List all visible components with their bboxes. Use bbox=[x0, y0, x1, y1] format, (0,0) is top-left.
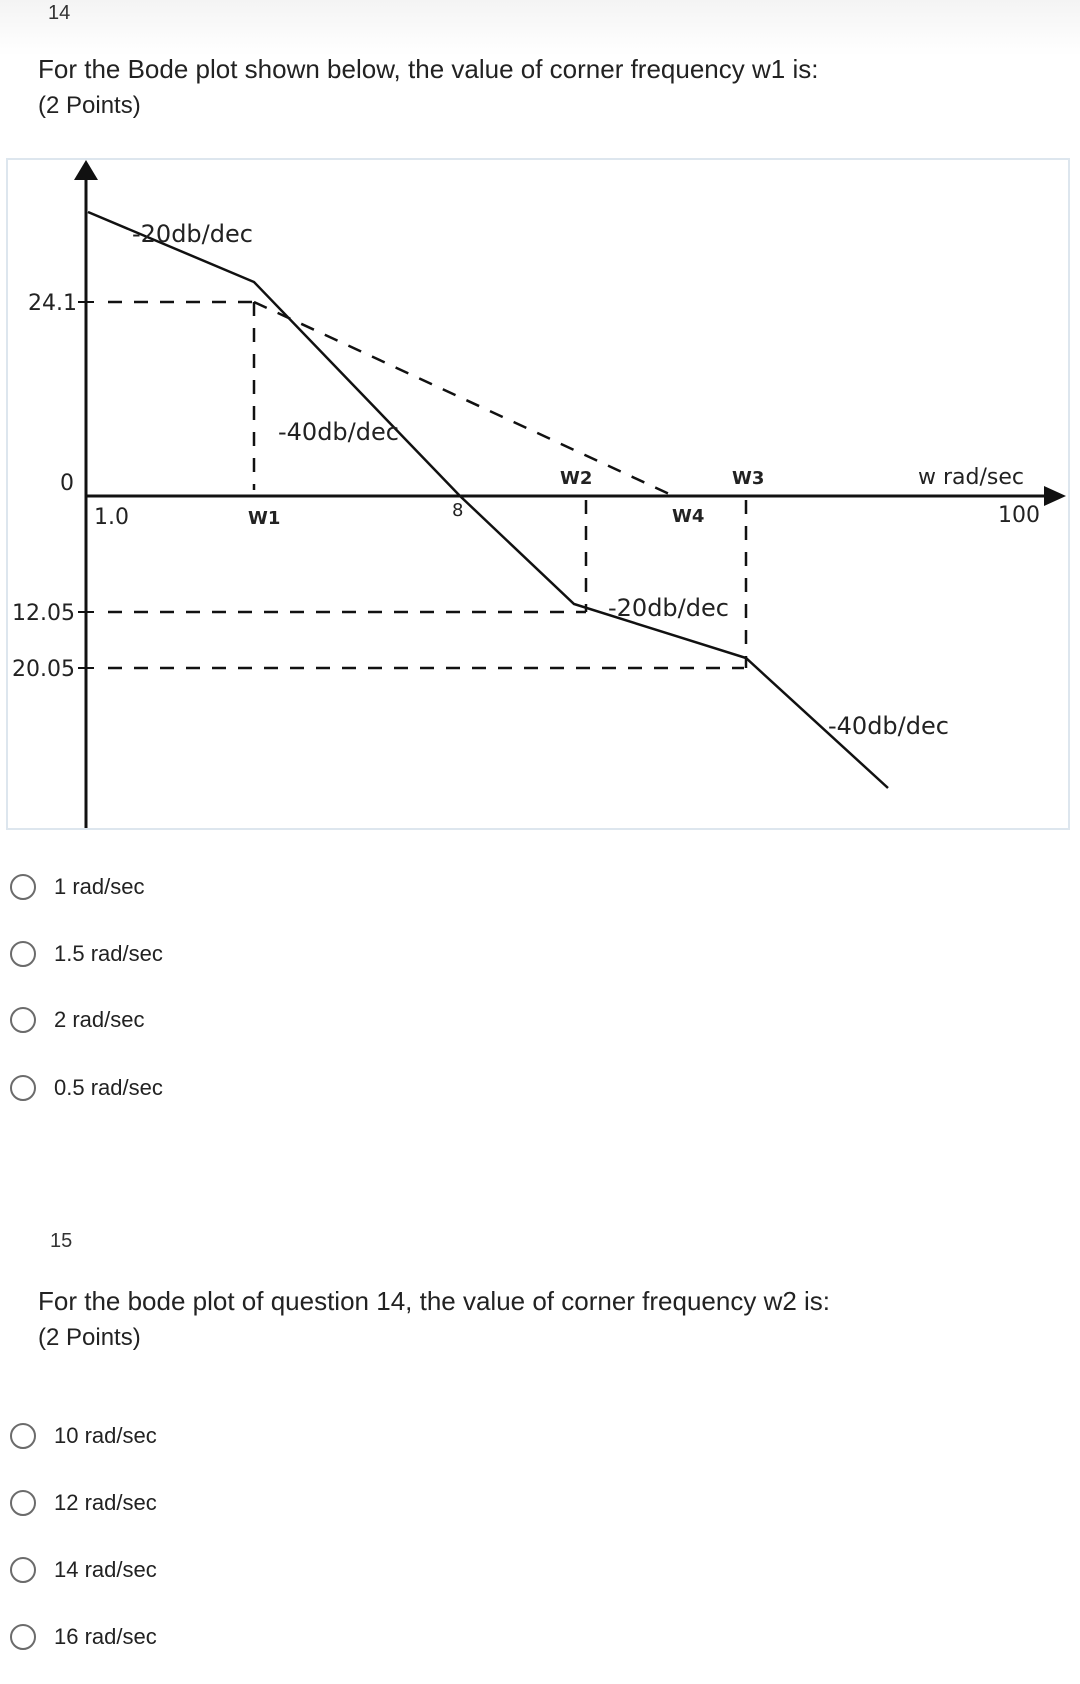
y-tick-label-20: 20.05 bbox=[12, 657, 75, 682]
slope-label-4: -40db/dec bbox=[828, 712, 949, 740]
q15-option-4[interactable] bbox=[10, 1620, 157, 1654]
question-points: (2 Points) bbox=[38, 92, 141, 119]
q14-option-3[interactable] bbox=[10, 1003, 145, 1037]
radio-button[interactable] bbox=[10, 941, 36, 967]
option-label: 10 rad/sec bbox=[54, 1423, 157, 1448]
x-label-crossing: 8 bbox=[452, 500, 464, 521]
q15-option-2[interactable] bbox=[10, 1486, 157, 1520]
question-title: For the bode plot of question 14, the value of corner frequency w2 is: bbox=[38, 1286, 831, 1316]
option-label: 0.5 rad/sec bbox=[54, 1075, 163, 1100]
x-label-start: 1.0 bbox=[94, 505, 129, 530]
question-points: (2 Points) bbox=[38, 1324, 141, 1351]
option-label: 14 rad/sec bbox=[54, 1557, 157, 1582]
q15-option-1[interactable] bbox=[10, 1419, 157, 1453]
q15-option-3[interactable] bbox=[10, 1553, 157, 1587]
bode-magnitude-curve bbox=[88, 212, 888, 788]
q14-option-4[interactable] bbox=[10, 1071, 163, 1105]
radio-button[interactable] bbox=[10, 1075, 36, 1101]
radio-button[interactable] bbox=[10, 1490, 36, 1516]
bode-plot-svg bbox=[8, 160, 1068, 828]
top-bar bbox=[0, 0, 1080, 56]
y-tick-label-0: 0 bbox=[60, 471, 74, 496]
option-label: 16 rad/sec bbox=[54, 1624, 157, 1649]
x-axis-arrow bbox=[1044, 486, 1066, 506]
radio-button[interactable] bbox=[10, 874, 36, 900]
q14-option-2[interactable] bbox=[10, 937, 163, 971]
guide-asymptote bbox=[254, 302, 678, 498]
y-tick-label-12: 12.05 bbox=[12, 601, 75, 626]
slope-label-1: -20db/dec bbox=[132, 220, 253, 248]
slope-label-3: -20db/dec bbox=[608, 594, 729, 622]
option-label: 12 rad/sec bbox=[54, 1490, 157, 1515]
x-label-w3: W3 bbox=[732, 468, 765, 489]
x-label-w4: W4 bbox=[672, 506, 705, 527]
y-axis-arrow bbox=[74, 160, 98, 180]
y-tick-label-24: 24.1 bbox=[28, 291, 77, 316]
question-number: 14 bbox=[48, 2, 71, 24]
bode-plot-figure bbox=[6, 158, 1070, 830]
option-label: 1 rad/sec bbox=[54, 874, 145, 899]
x-label-w1: W1 bbox=[248, 508, 281, 529]
q14-option-1[interactable] bbox=[10, 870, 145, 904]
slope-label-2: -40db/dec bbox=[278, 418, 399, 446]
x-label-end: 100 bbox=[998, 503, 1040, 528]
question-title: For the Bode plot shown below, the value of corner frequency w1 is: bbox=[38, 54, 819, 84]
x-axis-title: w rad/sec bbox=[918, 465, 1024, 490]
radio-button[interactable] bbox=[10, 1423, 36, 1449]
option-label: 2 rad/sec bbox=[54, 1007, 145, 1032]
radio-button[interactable] bbox=[10, 1007, 36, 1033]
x-label-w2: W2 bbox=[560, 468, 593, 489]
radio-button[interactable] bbox=[10, 1624, 36, 1650]
option-label: 1.5 rad/sec bbox=[54, 941, 163, 966]
question-number: 15 bbox=[50, 1230, 73, 1252]
radio-button[interactable] bbox=[10, 1557, 36, 1583]
